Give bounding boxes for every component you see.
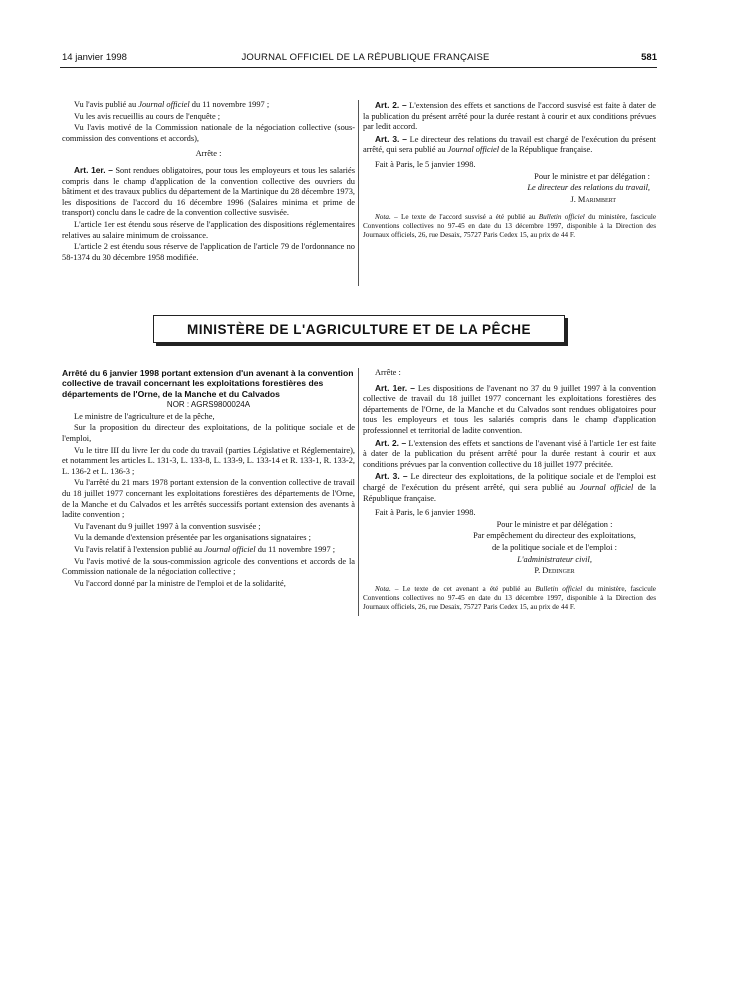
header-rule [60, 67, 657, 68]
signature-line-2: Le directeur des relations du travail, [527, 183, 650, 193]
signature-b-1: Pour le ministre et par délégation : [496, 519, 613, 529]
article-1: Art. 1er. – Sont rendues obligatoires, pour tous les employeurs et tous les salariés compris dans le champ d'application de la convention collective des ouvriers du bâtiment et des travaux publics du département de la Martinique du 28 décembre 1973, les dispositions de l'accord du 16 décembre 1996 (Salaires minima et prime de transport) conclu dans le cadre de la convention collective susvisée. [62, 164, 355, 218]
nota: Nota. – Le texte de l'accord susvisé a été publié au Bulletin officiel du ministère, fascicule Conventions collectives no 97-45 en date du 13 décembre 1997, disponible à la Direction des Journaux officiels, 26, rue Desaix, 75727 Paris Cedex 15, au prix de 44 F. [363, 213, 657, 240]
article-1-p3: L'article 2 est étendu sous réserve de l'application de l'article 79 de l'ordonnance no 58-1374 du 30 décembre 1958 modifiée. [62, 242, 355, 262]
vu-avis-jo: Vu l'avis relatif à l'extension publié au Journal officiel du 11 novembre 1997 ; [74, 544, 336, 554]
article-2: Art. 2. – L'extension des effets et sanctions de l'accord susvisé est faite à dater de la publication du présent arrêté pour la durée restant à courir et aux conditions prévues par ledit accord. [363, 100, 656, 132]
nor-reference: NOR : AGRS9800024A [166, 400, 251, 410]
fait-a-paris: Fait à Paris, le 5 janvier 1998. [375, 159, 476, 169]
arrete-heading-2: Arrête : [375, 368, 401, 377]
signature-b-2: Par empêchement du directeur des exploitations, [473, 531, 636, 541]
ministre: Le ministre de l'agriculture et de la pêche, [74, 411, 215, 421]
signature-b-4: L'administrateur civil, [517, 554, 592, 564]
vu-accord-ministre: Vu l'accord donné par la ministre de l'emploi et de la solidarité, [74, 578, 286, 588]
header-date: 14 janvier 1998 [62, 52, 127, 63]
signature-b-name: P. Dedinger [534, 566, 575, 576]
ministry-banner: MINISTÈRE DE L'AGRICULTURE ET DE LA PÊCHE [153, 315, 565, 343]
sur-proposition: Sur la proposition du directeur des exploitations, de la politique sociale et de l'emploi, [62, 423, 355, 443]
arrete-heading: Arrête : [195, 149, 222, 159]
vu-enquete: Vu les avis recueillis au cours de l'enquête ; [74, 111, 221, 121]
bottom-right-column [363, 368, 656, 613]
vu-sous-commission: Vu l'avis motivé de la sous-commission agricole des conventions et accords de la Commission nationale de la négociation collective ; [62, 556, 355, 577]
fait-a-paris-2: Fait à Paris, le 6 janvier 1998. [375, 508, 476, 518]
journal-title: JOURNAL OFFICIEL DE LA RÉPUBLIQUE FRANÇAISE [241, 52, 490, 63]
vu-avenant: Vu l'avenant du 9 juillet 1997 à la convention susvisée ; [74, 521, 261, 531]
vu-code-travail: Vu le titre III du livre Ier du code du travail (parties Législative et Réglementaire), et notamment les articles L. 131-3, L. 133-8, L. 133-9, L. 133-14 et R. 133-1, R. 133-2, L. 136-2 et L. 136-3 ; [62, 445, 355, 476]
vu-arrete-1978: Vu l'arrêté du 21 mars 1978 portant extension de la convention collective de travail du 18 juillet 1977 concernant les exploitations forestières des départements de l'Orne, de la Manche et du Calvados et les arrêtés successifs portant extension des avenants à ladite convention ; [62, 478, 355, 520]
signature-line-1: Pour le ministre et par délégation : [534, 171, 650, 181]
column-divider-bottom [358, 368, 359, 616]
vu-demande: Vu la demande d'extension présentée par les organisations signataires ; [74, 533, 311, 543]
top-left-column [62, 100, 355, 264]
article-1-b: Art. 1er. – Les dispositions de l'avenant no 37 du 9 juillet 1997 à la convention collective de travail du 18 juillet 1977 concernant les exploitations forestières des départements de l'Orne, de la Manche et du Calvados sont rendues obligatoires pour tous les employeurs et tous les salariés compris dans le champ d'application professionnel et territorial de ladite convention. [363, 382, 656, 435]
vu-journal: Vu l'avis publié au Journal officiel du 11 novembre 1997 ; [74, 100, 270, 109]
article-3: Art. 3. – Le directeur des relations du travail est chargé de l'exécution du présent arrêté, qui sera publié au Journal officiel de la République française. [363, 133, 656, 155]
page-number: 581 [641, 52, 657, 63]
signature-b-3: de la politique sociale et de l'emploi : [491, 542, 617, 552]
column-divider-top [358, 100, 359, 286]
article-2-b: Art. 2. – L'extension des effets et sanctions de l'avenant visé à l'article 1er est faite à dater de la publication du présent arrêté pour la durée restant à courir et aux conditions prévues par la convention collective du 18 juillet 1977 précitée. [363, 437, 656, 469]
signature-name: J. Marimbert [570, 194, 616, 204]
bottom-left-column [62, 368, 355, 590]
vu-commission: Vu l'avis motivé de la Commission nationale de la négociation collective (sous-commission des conventions et accords), [62, 123, 355, 143]
nota-2: Nota. – Le texte de cet avenant a été publié au Bulletin officiel du ministère, fascicule Conventions collectives no 97-45 en date du 13 décembre 1997, disponible à la Direction des Journaux officiels, 26, rue Desaix, 75727 Paris Cedex 15, au prix de 44 F. [363, 584, 657, 611]
article-1-p2: L'article 1er est étendu sous réserve de l'application des dispositions réglementaires relatives au salaire minimum de croissance. [62, 219, 355, 240]
arrete-title: Arrêté du 6 janvier 1998 portant extension d'un avenant à la convention collective de travail concernant les exploitations forestières des départements de l'Orne, de la Manche et du Calvados [62, 368, 354, 399]
top-right-column [363, 100, 656, 241]
article-3-b: Art. 3. – Le directeur des exploitations, de la politique sociale et de l'emploi est chargé de l'exécution du présent arrêté, qui sera publié au Journal officiel de la République française. [363, 471, 657, 503]
